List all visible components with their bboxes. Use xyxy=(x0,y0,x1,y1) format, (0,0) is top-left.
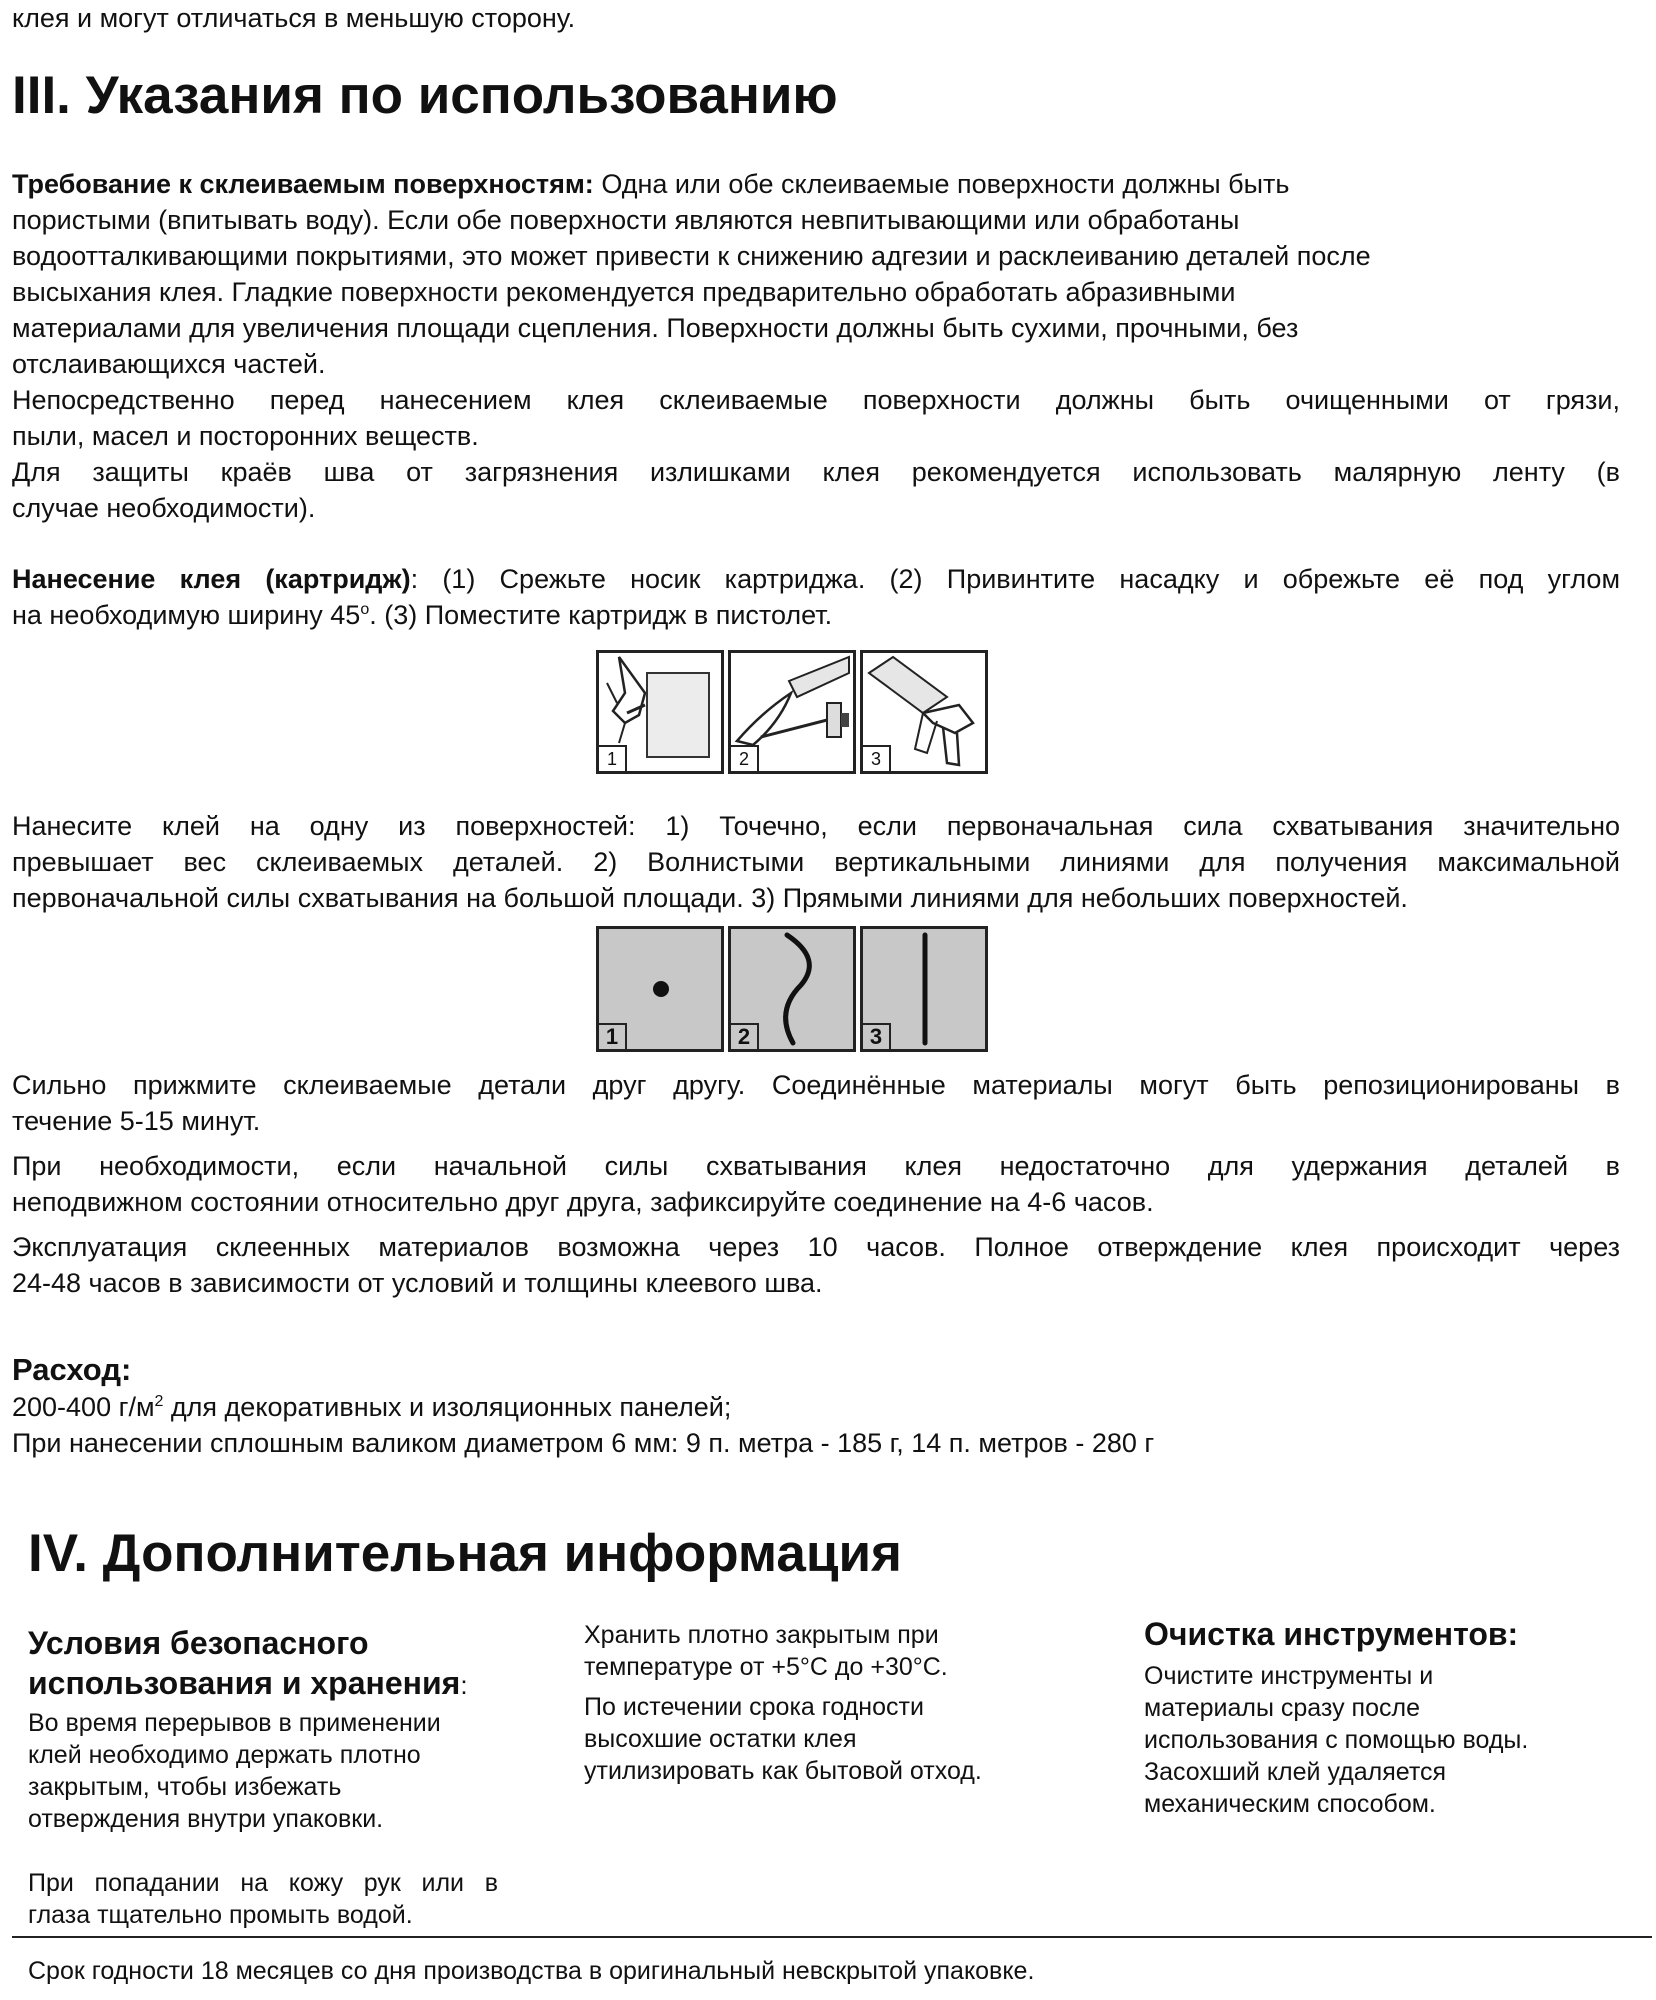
figure-number: 2 xyxy=(731,1023,759,1049)
degree-mark: o xyxy=(360,601,370,618)
application-label: Нанесение клея (картридж) xyxy=(12,564,411,594)
consumption-label: Расход: xyxy=(12,1352,132,1387)
disposal-text-line: высохшие остатки клея xyxy=(584,1725,857,1753)
tape-paragraph-line-2: случае необходимости). xyxy=(12,493,316,523)
fix-line-2: неподвижном состоянии относительно друг друга, зафиксируйте соединение на 4-6 часов. xyxy=(12,1187,1154,1217)
surface-paragraph-line-6: отслаивающихся частей. xyxy=(12,349,326,379)
cure-line-1: Эксплуатация склеенных материалов возможна через 10 часов. Полное отверждение клея происходит через xyxy=(12,1232,1620,1262)
cleaning-tools-line: Засохший клей удаляется xyxy=(1144,1758,1447,1786)
storage-text-line: Хранить плотно закрытым при xyxy=(584,1621,939,1649)
safety-text-line: клей необходимо держать плотно xyxy=(28,1741,421,1769)
shelf-life-text: Срок годности 18 месяцев со дня производства в оригинальный невскрытой упаковке. xyxy=(28,1957,1035,1985)
surface-label: Требование к склеиваемым поверхностям: xyxy=(12,169,594,199)
application-text-2b: . (3) Поместите картридж в пистолет. xyxy=(369,600,833,630)
safety-title-colon: : xyxy=(460,1670,468,1700)
figure-number: 1 xyxy=(599,745,627,771)
surface-paragraph-line-4: высыхания клея. Гладкие поверхности рекомендуется предварительно обработать абразивными xyxy=(12,277,1236,307)
cartridge-step-3-figure xyxy=(860,650,988,774)
cleaning-tools-title: Очистка инструментов: xyxy=(1144,1616,1519,1652)
square-mark: 2 xyxy=(154,1393,164,1410)
disposal-text-line: утилизировать как бытовой отход. xyxy=(584,1757,982,1785)
patterns-line-3: первоначальной силы схватывания на большой площади. 3) Прямыми линиями для небольших поверхностей. xyxy=(12,883,1408,913)
application-line-2 xyxy=(12,597,832,633)
application-line-1 xyxy=(12,561,1620,597)
figure-number: 3 xyxy=(863,745,891,771)
section-3-title: III. Указания по использованию xyxy=(12,66,838,125)
patterns-line-2: превышает вес склеиваемых деталей. 2) Волнистыми вертикальными линиями для получения максимальной xyxy=(12,847,1620,877)
consumption-line-2: При нанесении сплошным валиком диаметром 6 мм: 9 п. метра - 185 г, 14 п. метров - 280 г xyxy=(12,1428,1155,1458)
figure-number: 3 xyxy=(863,1023,891,1049)
tape-paragraph-line-1: Для защиты краёв шва от загрязнения излишками клея рекомендуется использовать малярную ленту (в xyxy=(12,457,1620,487)
section-4-title: IV. Дополнительная информация xyxy=(28,1524,902,1583)
press-line-1: Сильно прижмите склеиваемые детали друг другу. Соединённые материалы могут быть репозиционированы в xyxy=(12,1070,1620,1100)
pattern-dot-figure xyxy=(596,926,724,1052)
consumption-line-1 xyxy=(12,1389,731,1425)
fix-line-1: При необходимости, если начальной силы схватывания клея недостаточно для удержания деталей в xyxy=(12,1151,1620,1181)
safety-title-line-2 xyxy=(28,1663,498,1703)
consumption-text-1a: 200-400 г/м xyxy=(12,1392,155,1422)
safety-text-line: закрытым, чтобы избежать xyxy=(28,1773,342,1801)
surface-paragraph-line-2: пористыми (впитывать воду). Если обе поверхности являются невпитывающими или обработаны xyxy=(12,205,1240,235)
application-text-2a: на необходимую ширину 45 xyxy=(12,600,361,630)
cartridge-step-1-figure xyxy=(596,650,724,774)
safety-title-line-1: Условия безопасного xyxy=(28,1625,369,1661)
disposal-text-line: По истечении срока годности xyxy=(584,1693,924,1721)
top-fragment-text: клея и могут отличаться в меньшую сторону. xyxy=(12,3,576,33)
cleaning-tools-column xyxy=(1144,1614,1528,1820)
safety-text-line: отверждения внутри упаковки. xyxy=(28,1805,384,1833)
cleaning-paragraph-line-2: пыли, масел и посторонних веществ. xyxy=(12,421,479,451)
safety-text-line: Во время перерывов в применении xyxy=(28,1709,441,1737)
cartridge-step-2-figure xyxy=(728,650,856,774)
surface-paragraph-line-3: водоотталкивающими покрытиями, это может привести к снижению адгезии и расклеиванию деталей после xyxy=(12,241,1371,271)
surface-paragraph-line-5: материалами для увеличения площади сцепления. Поверхности должны быть сухими, прочными, без xyxy=(12,313,1299,343)
consumption-text-1b: для декоративных и изоляционных панелей; xyxy=(163,1392,732,1422)
press-line-2: течение 5-15 минут. xyxy=(12,1106,261,1136)
figure-number: 1 xyxy=(599,1023,627,1049)
cleaning-tools-line: материалы сразу после xyxy=(1144,1694,1420,1722)
figure-number: 2 xyxy=(731,745,759,771)
cleaning-tools-line: механическим способом. xyxy=(1144,1790,1436,1818)
first-aid-line-1: При попадании на кожу рук или в xyxy=(28,1869,498,1897)
cleaning-paragraph-line-1: Непосредственно перед нанесением клея склеиваемые поверхности должны быть очищенными от грязи, xyxy=(12,385,1620,415)
application-text-1: : (1) Срежьте носик картриджа. (2) Привинтите насадку и обрежьте её под углом xyxy=(410,564,1621,594)
surface-text-1: Одна или обе склеиваемые поверхности должны быть xyxy=(601,169,1290,199)
pattern-wave-figure xyxy=(728,926,856,1052)
cleaning-tools-line: использования с помощью воды. xyxy=(1144,1726,1529,1754)
storage-text-line: температуре от +5°С до +30°С. xyxy=(584,1653,948,1681)
storage-column xyxy=(584,1619,982,1787)
cure-line-2: 24-48 часов в зависимости от условий и толщины клеевого шва. xyxy=(12,1268,823,1298)
safety-column xyxy=(28,1623,498,1931)
footer-divider xyxy=(12,1936,1652,1938)
first-aid-line-2: глаза тщательно промыть водой. xyxy=(28,1901,413,1929)
safety-title-text: использования и хранения xyxy=(28,1665,461,1701)
patterns-line-1: Нанесите клей на одну из поверхностей: 1) Точечно, если первоначальная сила схватывания значительно xyxy=(12,811,1620,841)
pattern-straight-figure xyxy=(860,926,988,1052)
cleaning-tools-line: Очистите инструменты и xyxy=(1144,1662,1434,1690)
surface-paragraph-line-1 xyxy=(12,166,1289,202)
